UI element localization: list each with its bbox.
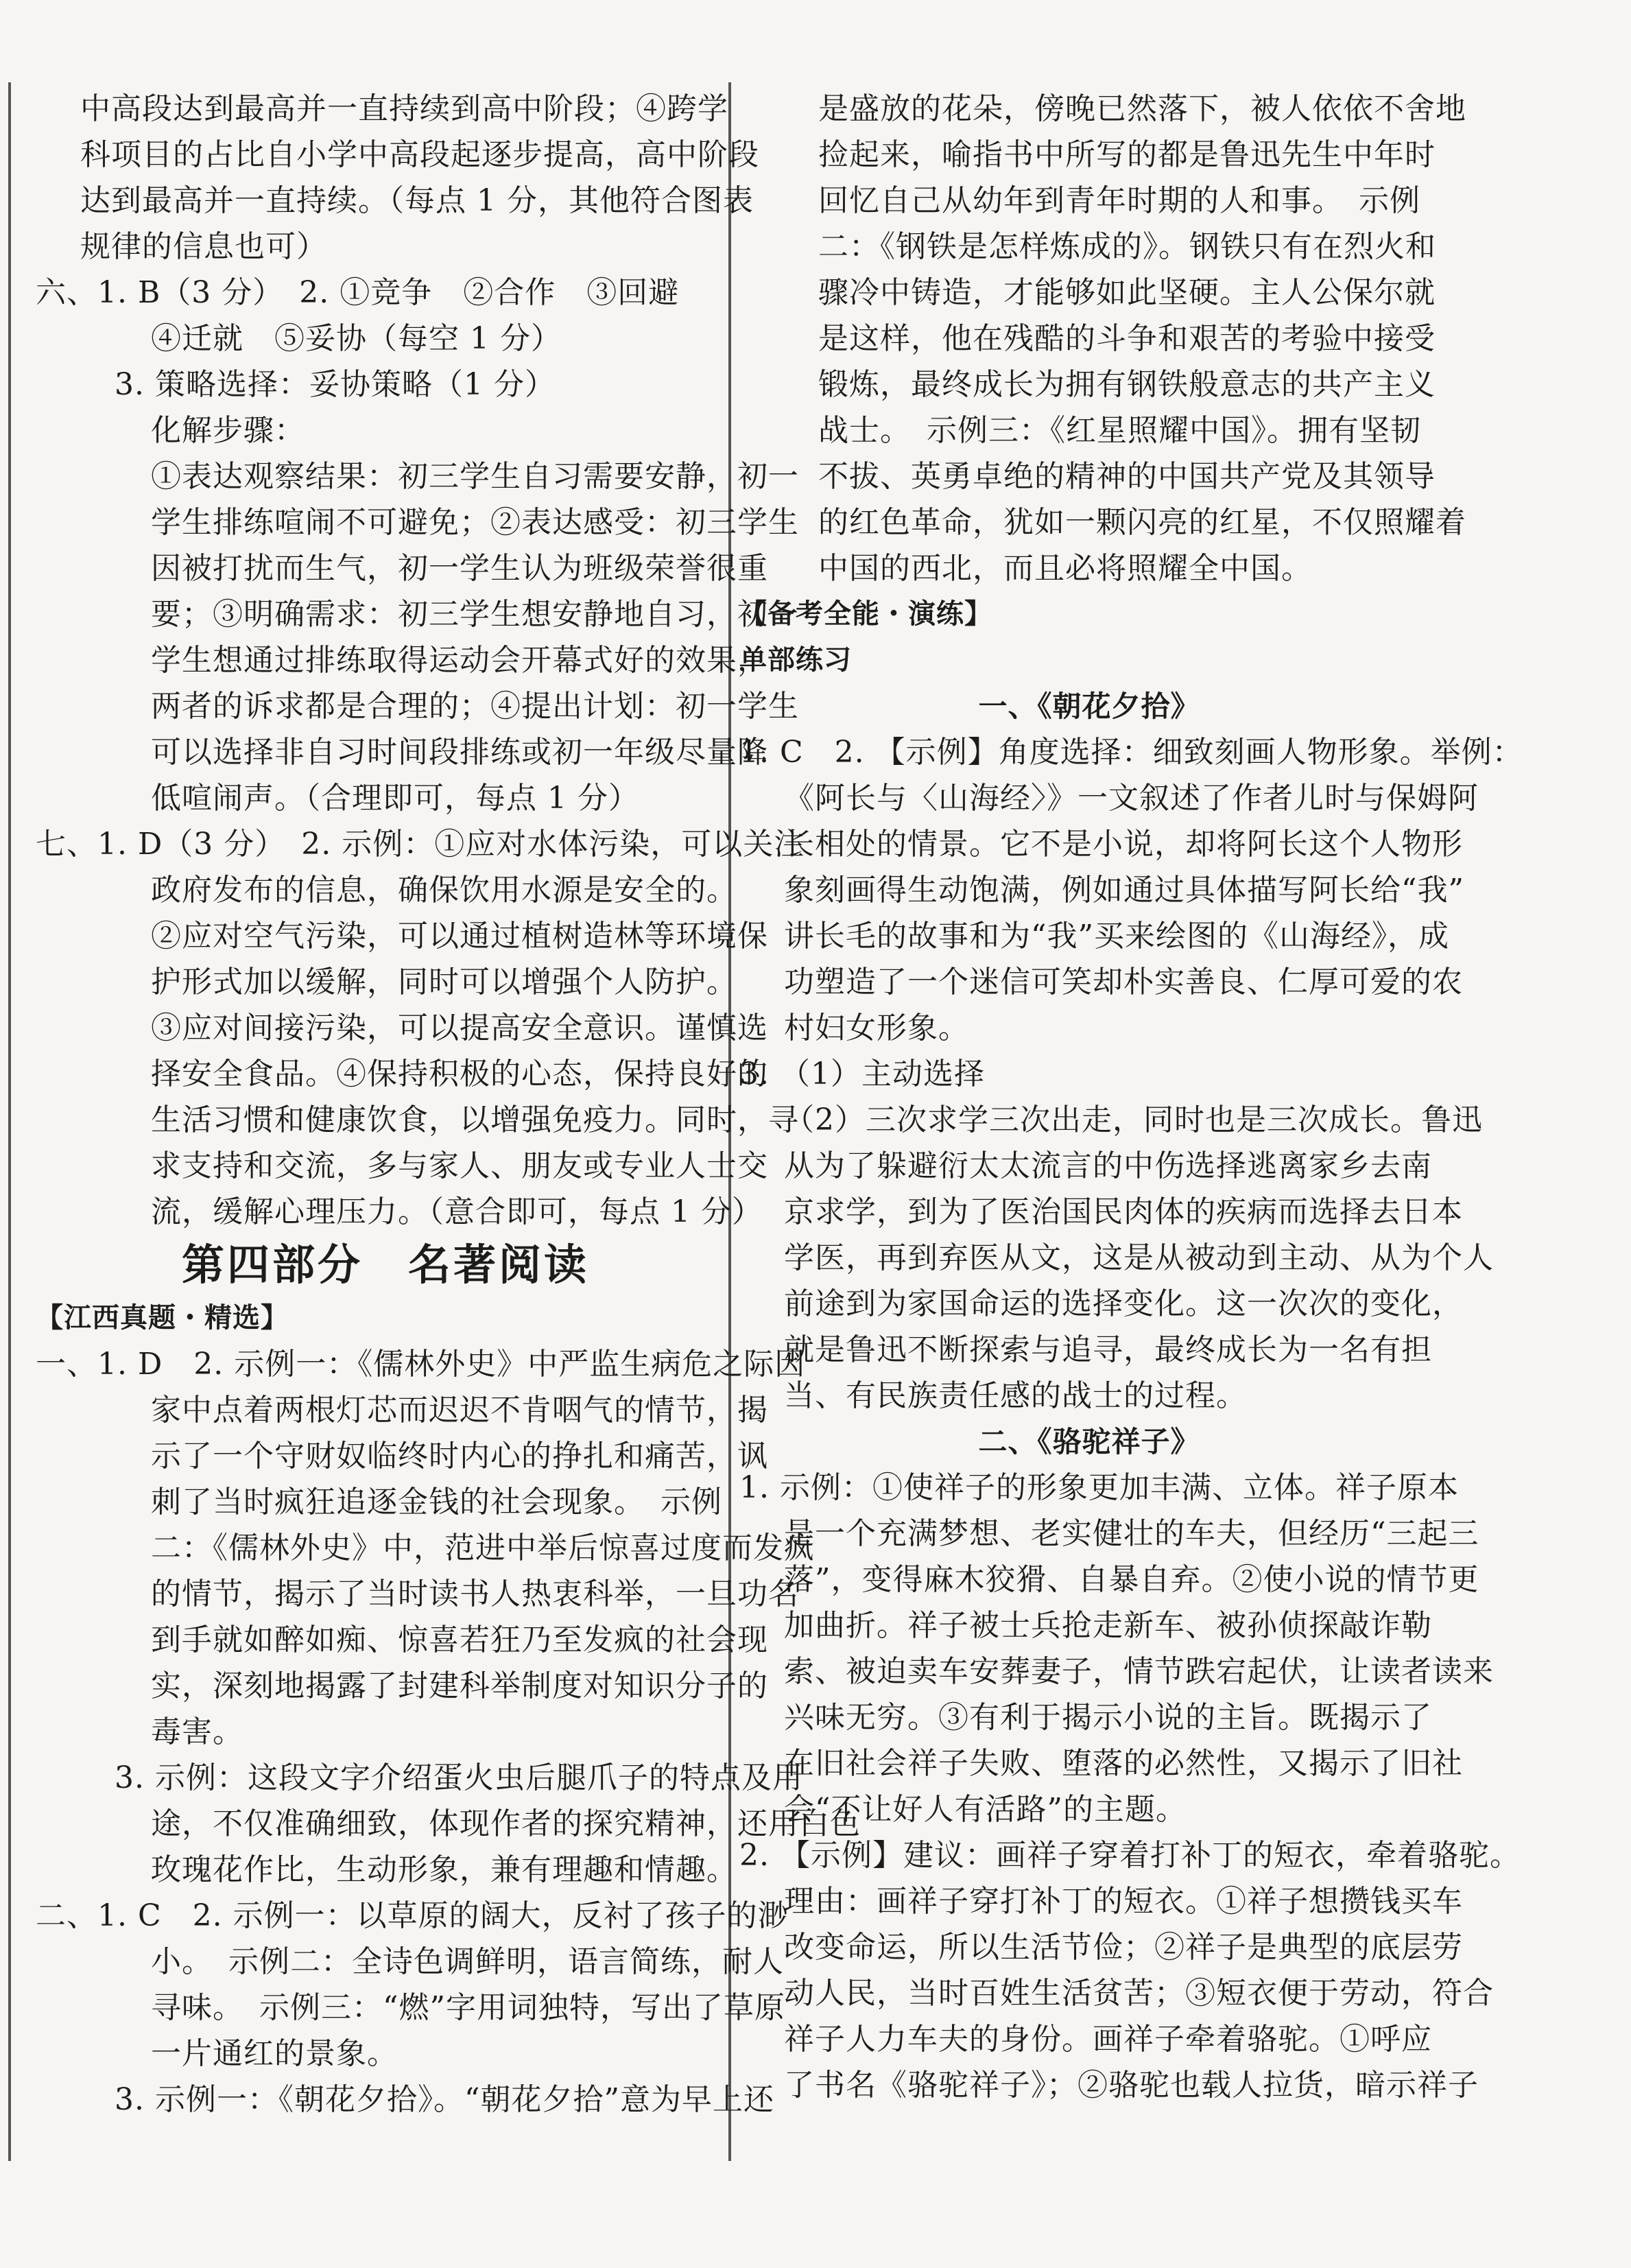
text-line: ③应对间接污染，可以提高安全意识。谨慎选 — [151, 1011, 768, 1046]
text-line: 象刻画得生动饱满，例如通过具体描写阿长给“我” — [784, 873, 1464, 908]
text-line: 示了一个守财奴临终时内心的挣扎和痛苦，讽 — [151, 1439, 768, 1474]
text-line: 学生排练喧闹不可避免；②表达感受：初三学生 — [151, 505, 799, 540]
text-line: 家中点着两根灯芯而迟迟不肯咽气的情节，揭 — [151, 1393, 768, 1428]
section-title: 第四部分 名著阅读 — [181, 1240, 589, 1290]
text-line: 兴味无穷。③有利于揭示小说的主旨。既揭示了 — [784, 1700, 1432, 1735]
text-line: 二：《儒林外史》中，范进中举后惊喜过度而发疯 — [151, 1531, 815, 1566]
text-line: 从为了躲避衍太太流言的中伤选择逃离家乡去南 — [784, 1148, 1432, 1183]
text-line: ①表达观察结果：初三学生自习需要安静，初一 — [151, 459, 799, 494]
text-line: 刺了当时疯狂追逐金钱的社会现象。 示例 — [151, 1485, 722, 1520]
text-line: 1. 示例：①使祥子的形象更加丰满、立体。祥子原本 — [739, 1470, 1459, 1505]
text-line: 3. 策略选择：妥协策略（1 分） — [115, 367, 556, 402]
text-line: 实，深刻地揭露了封建科举制度对知识分子的 — [151, 1668, 768, 1703]
text-line: 改变命运，所以生活节俭；②祥子是典型的底层劳 — [784, 1930, 1463, 1965]
text-line: 捡起来，喻指书中所写的都是鲁迅先生中年时 — [818, 137, 1436, 172]
text-line: 回忆自己从幼年到青年时期的人和事。 示例 — [818, 183, 1420, 218]
text-line: 因被打扰而生气，初一学生认为班级荣誉很重 — [151, 551, 768, 586]
text-line: 到手就如醉如痴、惊喜若狂乃至发疯的社会现 — [151, 1622, 768, 1657]
text-line: 低喧闹声。（合理即可，每点 1 分） — [151, 781, 639, 816]
text-line: 求支持和交流，多与家人、朋友或专业人士交 — [151, 1148, 768, 1183]
text-line: 学生想通过排练取得运动会开幕式好的效果， — [151, 643, 768, 678]
text-line: 长相处的情景。它不是小说，却将阿长这个人物形 — [784, 827, 1463, 862]
text-line: 学医，再到弃医从文，这是从被动到主动、从为个人 — [784, 1240, 1494, 1275]
text-line: 讲长毛的故事和为“我”买来绘图的《山海经》，成 — [784, 919, 1449, 954]
text-line: 前途到为家国命运的选择变化。这一次次的变化， — [784, 1286, 1463, 1321]
text-line: 动人民，当时百姓生活贫苦；③短衣便于劳动，符合 — [784, 1976, 1494, 2011]
text-line: 战士。 示例三：《红星照耀中国》。拥有坚韧 — [818, 413, 1421, 448]
text-line: 中高段达到最高并一直持续到高中阶段；④跨学 — [80, 91, 728, 126]
text-line: 祥子人力车夫的身份。画祥子牵着骆驼。①呼应 — [784, 2022, 1432, 2057]
text-line: 一、1. D 2. 示例一：《儒林外史》中严监生病危之际因 — [36, 1347, 806, 1382]
text-line: 政府发布的信息，确保饮用水源是安全的。 — [151, 873, 737, 908]
text-line: 是盛放的花朵，傍晚已然落下，被人依依不舍地 — [818, 91, 1466, 126]
text-line: 要；③明确需求：初三学生想安静地自习，初一 — [151, 597, 799, 632]
text-line: 规律的信息也可） — [80, 229, 327, 264]
text-line: 理由：画祥子穿打补丁的短衣。①祥子想攒钱买车 — [784, 1884, 1463, 1919]
text-line: 是一个充满梦想、老实健壮的车夫，但经历“三起三 — [784, 1516, 1479, 1551]
text-line: 1. C 2. 【示例】角度选择：细致刻画人物形象。举例： — [739, 735, 1523, 770]
section-heading: 【江西真题・精选】 — [36, 1302, 289, 1334]
text-line: 中国的西北，而且必将照耀全中国。 — [818, 551, 1312, 586]
text-line: 了书名《骆驼祥子》；②骆驼也载人拉货，暗示祥子 — [784, 2068, 1479, 2103]
text-line: 途，不仅准确细致，体现作者的探究精神，还用白色 — [151, 1806, 861, 1841]
text-line: 二、1. C 2. 示例一：以草原的阔大，反衬了孩子的渺 — [36, 1898, 789, 1933]
text-line: 骤冷中铸造，才能够如此坚硬。主人公保尔就 — [818, 275, 1436, 310]
section-heading: 单部练习 — [739, 644, 852, 676]
text-line: 的情节，揭示了当时读书人热衷科举，一旦功名 — [151, 1576, 799, 1611]
text-line: 一片通红的景象。 — [151, 2036, 398, 2071]
text-line: 生活习惯和健康饮食，以增强免疫力。同时，寻 — [151, 1102, 799, 1137]
section-heading: 二、《骆驼祥子》 — [978, 1425, 1200, 1458]
text-line: ②应对空气污染，可以通过植树造林等环境保 — [151, 919, 768, 954]
text-line: 两者的诉求都是合理的；④提出计划：初一学生 — [151, 689, 799, 724]
text-line: 流，缓解心理压力。（意合即可，每点 1 分） — [151, 1194, 763, 1229]
text-line: 二：《钢铁是怎样炼成的》。钢铁只有在烈火和 — [818, 229, 1436, 264]
section-heading: 【备考全能・演练】 — [739, 598, 992, 630]
text-line: 在旧社会祥子失败、堕落的必然性，又揭示了旧社 — [784, 1746, 1463, 1781]
text-line: （2）三次求学三次出走，同时也是三次成长。鲁迅 — [784, 1102, 1483, 1137]
text-line: 3. 示例：这段文字介绍蛋火虫后腿爪子的特点及用 — [115, 1760, 803, 1795]
text-line: 化解步骤： — [151, 413, 305, 448]
text-line: 可以选择非自习时间段排练或初一年级尽量降 — [151, 735, 768, 770]
text-line: 落”，变得麻木狡猾、自暴自弃。②使小说的情节更 — [784, 1562, 1479, 1597]
text-line: 《阿长与〈山海经〉》一文叙述了作者儿时与保姆阿 — [784, 781, 1479, 816]
text-line: 加曲折。祥子被士兵抢走新车、被孙侦探敲诈勒 — [784, 1608, 1432, 1643]
text-line: 毒害。 — [151, 1714, 243, 1749]
text-line: 京求学，到为了医治国民肉体的疾病而选择去日本 — [784, 1194, 1463, 1229]
text-line: 2. 【示例】建议：画祥子穿着打补丁的短衣，牵着骆驼。 — [739, 1838, 1521, 1873]
text-line: 村妇女形象。 — [784, 1011, 969, 1046]
text-line: 就是鲁迅不断探索与追寻，最终成长为一名有担 — [784, 1332, 1432, 1367]
text-line: 七、1. D（3 分） 2. 示例：①应对水体污染，可以关注 — [36, 827, 805, 862]
text-line: 的红色革命，犹如一颗闪亮的红星，不仅照耀着 — [818, 505, 1466, 540]
text-line: 小。 示例二：全诗色调鲜明，语言简练，耐人 — [151, 1944, 784, 1979]
text-line: 玫瑰花作比，生动形象，兼有理趣和情趣。 — [151, 1852, 737, 1887]
text-line: 功塑造了一个迷信可笑却朴实善良、仁厚可爱的农 — [784, 965, 1463, 1000]
text-line: 会“不让好人有活路”的主题。 — [784, 1792, 1187, 1827]
text-line: 护形式加以缓解，同时可以增强个人防护。 — [151, 965, 737, 1000]
text-line: 寻味。 示例三：“燃”字用词独特，写出了草原 — [151, 1990, 785, 2025]
text-line: 六、1. B（3 分） 2. ①竞争 ②合作 ③回避 — [36, 275, 680, 310]
text-line: 达到最高并一直持续。（每点 1 分，其他符合图表 — [80, 183, 754, 218]
text-line: 锻炼，最终成长为拥有钢铁般意志的共产主义 — [818, 367, 1436, 402]
text-line: 不拔、英勇卓绝的精神的中国共产党及其领导 — [818, 459, 1436, 494]
text-line: 3. 示例一：《朝花夕拾》。“朝花夕拾”意为早上还 — [115, 2082, 774, 2117]
text-line: 是这样，他在残酷的斗争和艰苦的考验中接受 — [818, 321, 1436, 356]
right-column — [739, 86, 1523, 2108]
text-line: 择安全食品。④保持积极的心态，保持良好的 — [151, 1056, 768, 1091]
left-border-rule — [8, 82, 11, 2161]
text-line: 科项目的占比自小学中高段起逐步提高，高中阶段 — [80, 137, 759, 172]
text-line: 3. （1）主动选择 — [739, 1056, 985, 1091]
text-line: ④迁就 ⑤妥协（每空 1 分） — [151, 321, 562, 356]
text-line: 当、有民族责任感的战士的过程。 — [784, 1378, 1247, 1413]
text-line: 索、被迫卖车安葬妻子，情节跌宕起伏，让读者读来 — [784, 1654, 1494, 1689]
section-heading: 一、《朝花夕拾》 — [978, 689, 1200, 723]
